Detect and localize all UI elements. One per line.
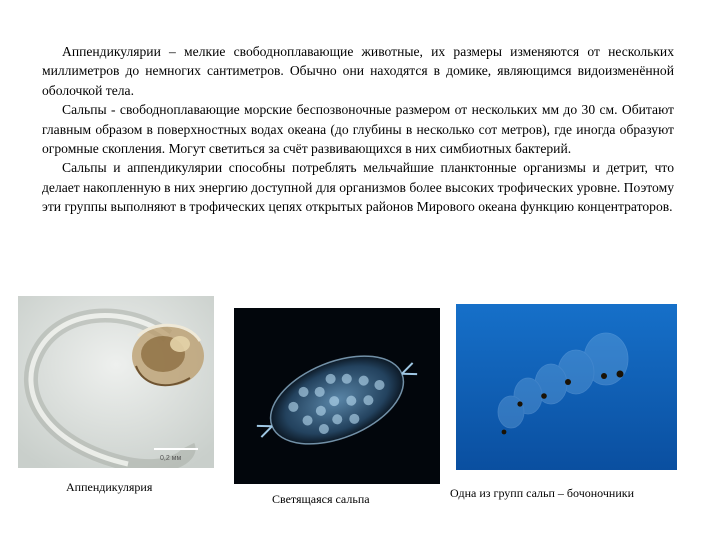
caption-appendicularia: Аппендикулярия <box>66 480 153 494</box>
glowing-salp-photo <box>234 308 440 484</box>
scale-label: 0,2 мм <box>160 455 182 462</box>
paragraph-appendicularia: Аппендикулярии – мелкие свободноплавающие животные, их размеры изменяются от нескольких миллиметров до немногих сантиметров. Обычно они находятся в домике, являющимся видоизменённой оболочкой тела. <box>42 44 674 98</box>
appendicularia-photo <box>18 296 214 468</box>
paragraph-salps: Сальпы - свободноплавающие морские беспозвоночные размером от нескольких мм до 30 см. Обитают главным образом в поверхностных водах океана (до глубины в несколько сот метров), где иногда образуют огромные скопления. Могут светиться за счёт развивающихся в них симбиотных бактерий. <box>42 102 674 157</box>
caption-glowing-salp: Светящаяся сальпа <box>272 492 370 506</box>
doliolid-group-photo <box>456 304 677 470</box>
paragraph-trophic-role: Сальпы и аппендикулярии способны потреблять мельчайшие планктонные организмы и детрит, что делает накопленную в них энергию доступной для организмов более высоких трофических уровне. Поэтому эти группы выполняют в трофических цепях открытых районов Мирового океана функцию концентраторов. <box>42 160 674 215</box>
body-text <box>42 42 674 217</box>
caption-doliolids: Одна из групп сальп – бочоночники <box>450 486 634 500</box>
